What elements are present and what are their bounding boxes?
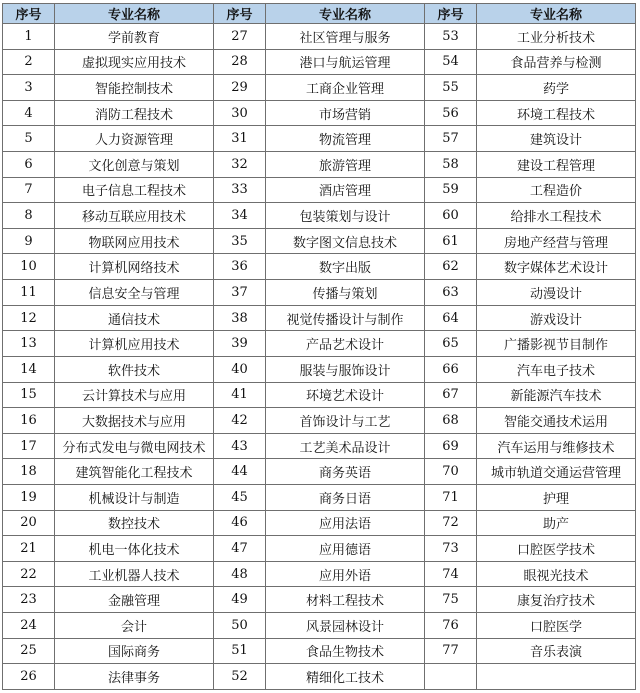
serial-cell: 39 bbox=[214, 331, 266, 357]
serial-cell: 42 bbox=[214, 408, 266, 434]
serial-cell: 7 bbox=[3, 177, 55, 203]
table-row bbox=[3, 510, 636, 536]
majors-table bbox=[2, 3, 636, 690]
serial-cell: 67 bbox=[425, 382, 477, 408]
major-name-cell: 首饰设计与工艺 bbox=[266, 408, 425, 434]
major-name-cell: 护理 bbox=[477, 484, 636, 510]
major-name-cell: 学前教育 bbox=[55, 24, 214, 50]
major-name-cell: 助产 bbox=[477, 510, 636, 536]
major-name-cell: 智能控制技术 bbox=[55, 75, 214, 101]
table-row bbox=[3, 382, 636, 408]
serial-cell: 18 bbox=[3, 459, 55, 485]
table-row bbox=[3, 356, 636, 382]
major-name-cell: 法律事务 bbox=[55, 664, 214, 690]
major-name-cell: 给排水工程技术 bbox=[477, 203, 636, 229]
major-name-cell: 商务英语 bbox=[266, 459, 425, 485]
serial-cell: 23 bbox=[3, 587, 55, 613]
major-name-cell: 旅游管理 bbox=[266, 152, 425, 178]
major-name-cell: 工商企业管理 bbox=[266, 75, 425, 101]
major-name-cell: 传播与策划 bbox=[266, 280, 425, 306]
major-name-cell: 大数据技术与应用 bbox=[55, 408, 214, 434]
serial-cell: 28 bbox=[214, 49, 266, 75]
serial-cell: 56 bbox=[425, 100, 477, 126]
serial-cell: 44 bbox=[214, 459, 266, 485]
major-name-cell: 文化创意与策划 bbox=[55, 152, 214, 178]
major-name-cell: 国际商务 bbox=[55, 638, 214, 664]
serial-cell: 55 bbox=[425, 75, 477, 101]
major-name-cell: 工业机器人技术 bbox=[55, 561, 214, 587]
serial-cell: 5 bbox=[3, 126, 55, 152]
serial-cell: 46 bbox=[214, 510, 266, 536]
major-name-cell: 港口与航运管理 bbox=[266, 49, 425, 75]
serial-cell: 13 bbox=[3, 331, 55, 357]
table-row bbox=[3, 459, 636, 485]
major-name-cell: 材料工程技术 bbox=[266, 587, 425, 613]
table-row bbox=[3, 536, 636, 562]
table-row bbox=[3, 228, 636, 254]
serial-cell: 37 bbox=[214, 280, 266, 306]
serial-cell: 15 bbox=[3, 382, 55, 408]
header-major-name-2: 专业名称 bbox=[266, 4, 425, 24]
table-row bbox=[3, 664, 636, 690]
table-row bbox=[3, 305, 636, 331]
serial-cell: 65 bbox=[425, 331, 477, 357]
table-row bbox=[3, 280, 636, 306]
major-name-cell: 康复治疗技术 bbox=[477, 587, 636, 613]
major-name-cell: 数控技术 bbox=[55, 510, 214, 536]
major-name-cell: 口腔医学技术 bbox=[477, 536, 636, 562]
major-name-cell: 信息安全与管理 bbox=[55, 280, 214, 306]
major-name-cell: 机械设计与制造 bbox=[55, 484, 214, 510]
serial-cell: 11 bbox=[3, 280, 55, 306]
header-major-name-1: 专业名称 bbox=[55, 4, 214, 24]
major-name-cell: 音乐表演 bbox=[477, 638, 636, 664]
table-row bbox=[3, 484, 636, 510]
table-body bbox=[3, 24, 636, 690]
serial-cell: 69 bbox=[425, 433, 477, 459]
serial-cell: 41 bbox=[214, 382, 266, 408]
serial-cell: 51 bbox=[214, 638, 266, 664]
major-name-cell: 服装与服饰设计 bbox=[266, 356, 425, 382]
table-row bbox=[3, 126, 636, 152]
major-name-cell: 计算机网络技术 bbox=[55, 254, 214, 280]
serial-cell: 27 bbox=[214, 24, 266, 50]
serial-cell: 61 bbox=[425, 228, 477, 254]
major-name-cell: 机电一体化技术 bbox=[55, 536, 214, 562]
serial-cell: 75 bbox=[425, 587, 477, 613]
serial-cell: 19 bbox=[3, 484, 55, 510]
major-name-cell: 汽车电子技术 bbox=[477, 356, 636, 382]
serial-cell: 34 bbox=[214, 203, 266, 229]
serial-cell bbox=[425, 664, 477, 690]
major-name-cell: 口腔医学 bbox=[477, 613, 636, 639]
header-major-name-3: 专业名称 bbox=[477, 4, 636, 24]
table-row bbox=[3, 254, 636, 280]
major-name-cell: 眼视光技术 bbox=[477, 561, 636, 587]
serial-cell: 24 bbox=[3, 613, 55, 639]
table-row bbox=[3, 75, 636, 101]
serial-cell: 25 bbox=[3, 638, 55, 664]
major-name-cell: 应用法语 bbox=[266, 510, 425, 536]
header-serial-2: 序号 bbox=[214, 4, 266, 24]
serial-cell: 60 bbox=[425, 203, 477, 229]
serial-cell: 47 bbox=[214, 536, 266, 562]
serial-cell: 74 bbox=[425, 561, 477, 587]
serial-cell: 52 bbox=[214, 664, 266, 690]
header-serial-1: 序号 bbox=[3, 4, 55, 24]
serial-cell: 32 bbox=[214, 152, 266, 178]
major-name-cell: 房地产经营与管理 bbox=[477, 228, 636, 254]
serial-cell: 45 bbox=[214, 484, 266, 510]
major-name-cell: 食品生物技术 bbox=[266, 638, 425, 664]
serial-cell: 20 bbox=[3, 510, 55, 536]
major-name-cell: 人力资源管理 bbox=[55, 126, 214, 152]
major-name-cell: 工业分析技术 bbox=[477, 24, 636, 50]
major-name-cell: 风景园林设计 bbox=[266, 613, 425, 639]
major-name-cell bbox=[477, 664, 636, 690]
serial-cell: 49 bbox=[214, 587, 266, 613]
serial-cell: 40 bbox=[214, 356, 266, 382]
major-name-cell: 城市轨道交通运营管理 bbox=[477, 459, 636, 485]
major-name-cell: 云计算技术与应用 bbox=[55, 382, 214, 408]
table-row bbox=[3, 24, 636, 50]
serial-cell: 6 bbox=[3, 152, 55, 178]
serial-cell: 22 bbox=[3, 561, 55, 587]
major-name-cell: 社区管理与服务 bbox=[266, 24, 425, 50]
serial-cell: 2 bbox=[3, 49, 55, 75]
header-serial-3: 序号 bbox=[425, 4, 477, 24]
serial-cell: 4 bbox=[3, 100, 55, 126]
serial-cell: 73 bbox=[425, 536, 477, 562]
serial-cell: 72 bbox=[425, 510, 477, 536]
major-name-cell: 食品营养与检测 bbox=[477, 49, 636, 75]
serial-cell: 76 bbox=[425, 613, 477, 639]
table-row bbox=[3, 100, 636, 126]
major-name-cell: 建筑设计 bbox=[477, 126, 636, 152]
major-name-cell: 视觉传播设计与制作 bbox=[266, 305, 425, 331]
serial-cell: 58 bbox=[425, 152, 477, 178]
table-row bbox=[3, 331, 636, 357]
serial-cell: 70 bbox=[425, 459, 477, 485]
major-name-cell: 智能交通技术运用 bbox=[477, 408, 636, 434]
table-row bbox=[3, 561, 636, 587]
serial-cell: 33 bbox=[214, 177, 266, 203]
serial-cell: 9 bbox=[3, 228, 55, 254]
serial-cell: 12 bbox=[3, 305, 55, 331]
major-name-cell: 汽车运用与维修技术 bbox=[477, 433, 636, 459]
major-name-cell: 酒店管理 bbox=[266, 177, 425, 203]
major-name-cell: 移动互联应用技术 bbox=[55, 203, 214, 229]
major-name-cell: 应用外语 bbox=[266, 561, 425, 587]
serial-cell: 30 bbox=[214, 100, 266, 126]
major-name-cell: 产品艺术设计 bbox=[266, 331, 425, 357]
major-name-cell: 金融管理 bbox=[55, 587, 214, 613]
serial-cell: 59 bbox=[425, 177, 477, 203]
serial-cell: 26 bbox=[3, 664, 55, 690]
serial-cell: 16 bbox=[3, 408, 55, 434]
serial-cell: 17 bbox=[3, 433, 55, 459]
serial-cell: 38 bbox=[214, 305, 266, 331]
serial-cell: 31 bbox=[214, 126, 266, 152]
table-row bbox=[3, 587, 636, 613]
serial-cell: 29 bbox=[214, 75, 266, 101]
serial-cell: 54 bbox=[425, 49, 477, 75]
major-name-cell: 计算机应用技术 bbox=[55, 331, 214, 357]
serial-cell: 66 bbox=[425, 356, 477, 382]
table-row bbox=[3, 203, 636, 229]
major-name-cell: 会计 bbox=[55, 613, 214, 639]
serial-cell: 71 bbox=[425, 484, 477, 510]
major-name-cell: 精细化工技术 bbox=[266, 664, 425, 690]
major-name-cell: 工程造价 bbox=[477, 177, 636, 203]
major-name-cell: 应用德语 bbox=[266, 536, 425, 562]
serial-cell: 14 bbox=[3, 356, 55, 382]
table-row bbox=[3, 49, 636, 75]
major-name-cell: 游戏设计 bbox=[477, 305, 636, 331]
major-name-cell: 虚拟现实应用技术 bbox=[55, 49, 214, 75]
serial-cell: 57 bbox=[425, 126, 477, 152]
serial-cell: 21 bbox=[3, 536, 55, 562]
major-name-cell: 建筑智能化工程技术 bbox=[55, 459, 214, 485]
serial-cell: 77 bbox=[425, 638, 477, 664]
major-name-cell: 工艺美术品设计 bbox=[266, 433, 425, 459]
major-name-cell: 市场营销 bbox=[266, 100, 425, 126]
serial-cell: 53 bbox=[425, 24, 477, 50]
header-row bbox=[3, 4, 636, 24]
major-name-cell: 建设工程管理 bbox=[477, 152, 636, 178]
major-name-cell: 软件技术 bbox=[55, 356, 214, 382]
major-name-cell: 包装策划与设计 bbox=[266, 203, 425, 229]
table-row bbox=[3, 433, 636, 459]
serial-cell: 50 bbox=[214, 613, 266, 639]
major-name-cell: 分布式发电与微电网技术 bbox=[55, 433, 214, 459]
table-row bbox=[3, 638, 636, 664]
serial-cell: 10 bbox=[3, 254, 55, 280]
major-name-cell: 环境工程技术 bbox=[477, 100, 636, 126]
table-row bbox=[3, 177, 636, 203]
major-name-cell: 数字出版 bbox=[266, 254, 425, 280]
major-name-cell: 通信技术 bbox=[55, 305, 214, 331]
serial-cell: 48 bbox=[214, 561, 266, 587]
major-name-cell: 药学 bbox=[477, 75, 636, 101]
serial-cell: 36 bbox=[214, 254, 266, 280]
serial-cell: 3 bbox=[3, 75, 55, 101]
major-name-cell: 新能源汽车技术 bbox=[477, 382, 636, 408]
table-row bbox=[3, 152, 636, 178]
major-name-cell: 电子信息工程技术 bbox=[55, 177, 214, 203]
serial-cell: 35 bbox=[214, 228, 266, 254]
serial-cell: 64 bbox=[425, 305, 477, 331]
major-name-cell: 数字媒体艺术设计 bbox=[477, 254, 636, 280]
major-name-cell: 物联网应用技术 bbox=[55, 228, 214, 254]
serial-cell: 43 bbox=[214, 433, 266, 459]
major-name-cell: 消防工程技术 bbox=[55, 100, 214, 126]
major-name-cell: 广播影视节目制作 bbox=[477, 331, 636, 357]
serial-cell: 1 bbox=[3, 24, 55, 50]
serial-cell: 62 bbox=[425, 254, 477, 280]
major-name-cell: 环境艺术设计 bbox=[266, 382, 425, 408]
major-name-cell: 数字图文信息技术 bbox=[266, 228, 425, 254]
serial-cell: 8 bbox=[3, 203, 55, 229]
major-name-cell: 物流管理 bbox=[266, 126, 425, 152]
table-row bbox=[3, 613, 636, 639]
major-name-cell: 动漫设计 bbox=[477, 280, 636, 306]
serial-cell: 68 bbox=[425, 408, 477, 434]
serial-cell: 63 bbox=[425, 280, 477, 306]
table-row bbox=[3, 408, 636, 434]
major-name-cell: 商务日语 bbox=[266, 484, 425, 510]
